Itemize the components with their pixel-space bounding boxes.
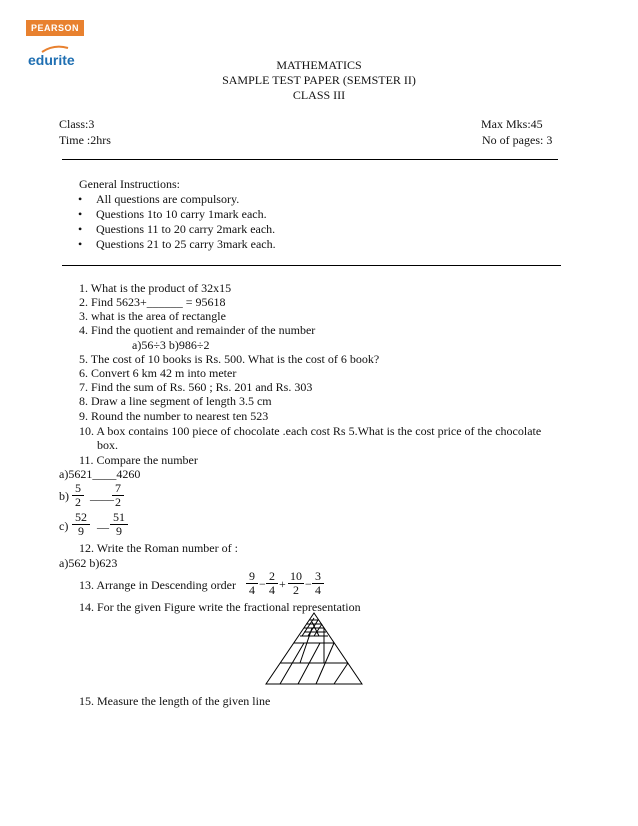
max-marks-label: Max Mks:45 [481, 117, 543, 131]
pages-label: No of pages: 3 [482, 133, 553, 147]
question-4-parts: a)56÷3 b)986÷2 [132, 338, 210, 352]
fraction: $\frac{52}{9}$ [72, 511, 90, 538]
question-13: 13. Arrange in Descending order [79, 578, 236, 592]
time-label: Time :2hrs [59, 133, 111, 147]
divider-top [62, 159, 558, 160]
question-6: 6. Convert 6 km 42 m into meter [79, 366, 237, 380]
fraction: $\frac{51}{9}$ [110, 511, 128, 538]
instruction-item: • [78, 222, 83, 236]
question-15: 15. Measure the length of the given line [79, 694, 271, 708]
question-12-parts: a)562 b)623 [59, 556, 118, 570]
question-11-b-label: b) [59, 489, 69, 503]
question-1: 1. What is the product of 32x15 [79, 281, 232, 295]
instructions-title: General Instructions: [79, 177, 180, 191]
operator: − [259, 577, 266, 591]
question-12: 12. Write the Roman number of : [79, 541, 238, 555]
question-2: 2. Find 5623+______ = 95618 [79, 295, 226, 309]
class-label: Class:3 [59, 117, 95, 131]
instruction-item: • [78, 207, 83, 221]
paper-title: SAMPLE TEST PAPER (SEMSTER II) [222, 73, 416, 87]
question-8: 8. Draw a line segment of length 3.5 cm [79, 394, 272, 408]
edurite-logo: edurite [28, 52, 75, 68]
pearson-logo: PEARSON [26, 20, 84, 36]
instruction-text: Questions 1to 10 carry 1mark each. [96, 207, 267, 221]
operator: + [279, 577, 286, 591]
operator: − [305, 577, 312, 591]
instruction-text: Questions 21 to 25 carry 3mark each. [96, 237, 276, 251]
blank-line: ____ [90, 488, 114, 502]
question-4: 4. Find the quotient and remainder of the number [79, 323, 316, 337]
question-10-cont: box. [97, 438, 118, 452]
class-title: CLASS III [292, 88, 346, 102]
question-3: 3. what is the area of rectangle [79, 309, 226, 323]
fraction: $\frac{2}{4}$ [266, 570, 278, 597]
question-11-c-label: c) [59, 519, 69, 533]
instruction-text: Questions 11 to 20 carry 2mark each. [96, 222, 276, 236]
question-10: 10. A box contains 100 piece of chocolate .each cost Rs 5.What is the cost price of the chocolate [79, 424, 542, 438]
fraction: $\frac{9}{4}$ [246, 570, 258, 597]
question-9: 9. Round the number to nearest ten 523 [79, 409, 269, 423]
fraction: $\frac{10}{2}$ [290, 569, 302, 597]
instruction-text: All questions are compulsory. [96, 192, 240, 206]
question-11-a: a)5621____4260 [59, 467, 141, 481]
fraction: $\frac{7}{2}$ [112, 482, 124, 509]
instruction-item: • [78, 237, 83, 251]
blank-line: __ [97, 516, 109, 530]
triangle-figure [264, 612, 364, 686]
question-7: 7. Find the sum of Rs. 560 ; Rs. 201 and Rs. 303 [79, 380, 313, 394]
divider-bottom [62, 265, 561, 266]
fraction: $\frac{5}{2}$ [72, 482, 84, 509]
instruction-item: • [78, 192, 83, 206]
question-14: 14. For the given Figure write the fractional representation [79, 600, 361, 614]
question-5: 5. The cost of 10 books is Rs. 500. What is the cost of 6 book? [79, 352, 380, 366]
subject-title: MATHEMATICS [276, 58, 362, 72]
fraction: $\frac{3}{4}$ [312, 570, 324, 597]
question-11: 11. Compare the number [79, 453, 198, 467]
